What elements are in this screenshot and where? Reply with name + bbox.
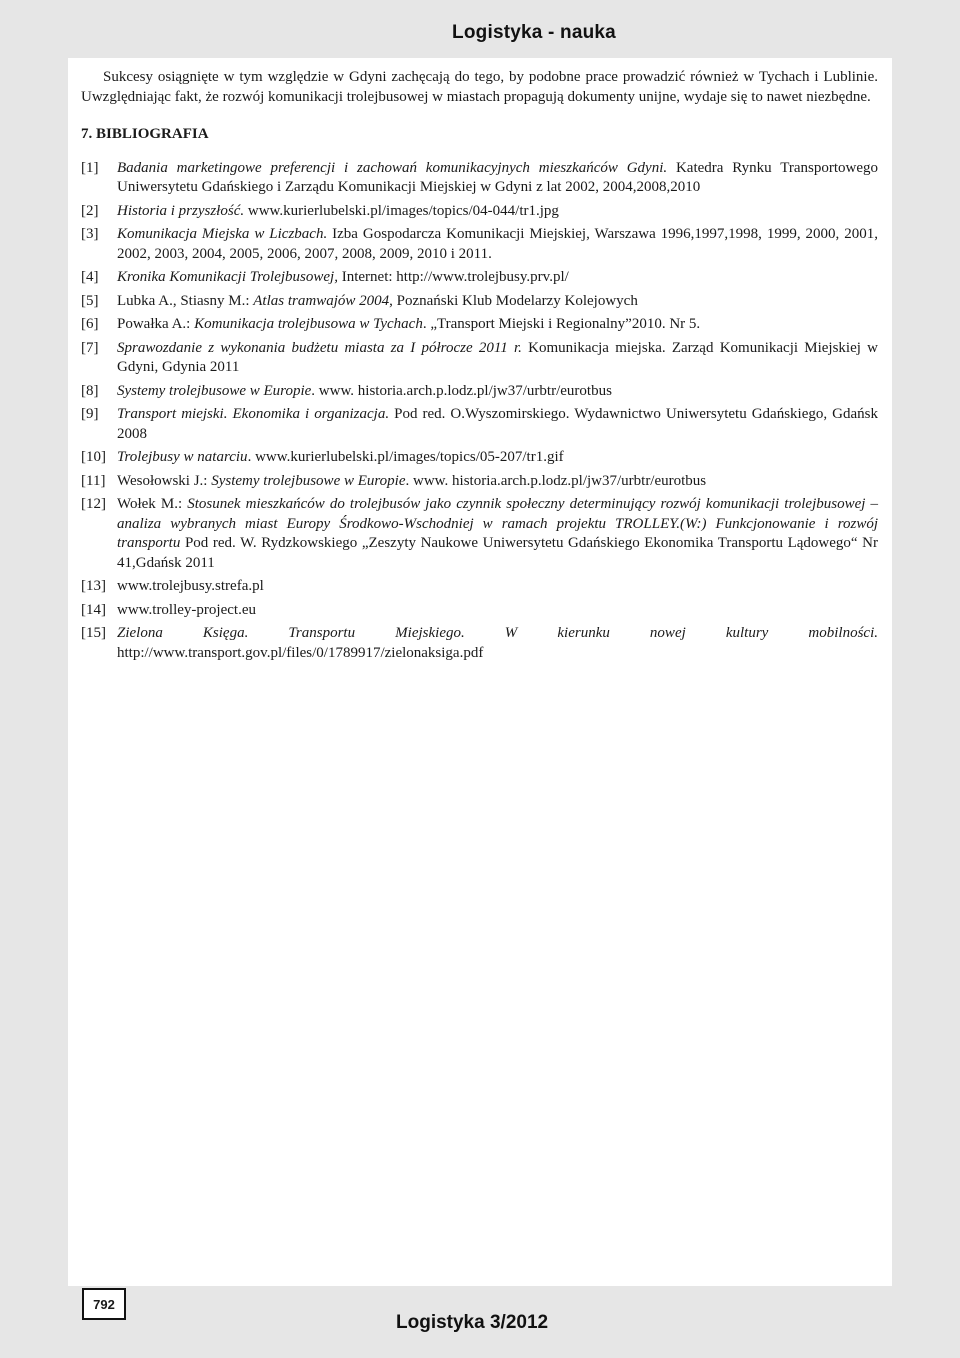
reference-title-italic: Komunikacja trolejbusowa w Tychach [194,316,423,332]
reference-list [81,159,878,664]
reference-item [81,339,878,378]
reference-number: [4] [81,269,99,285]
reference-number: [8] [81,382,99,399]
reference-text [117,202,878,222]
page-number-box [82,1288,126,1320]
reference-number: [10] [81,449,106,465]
reference-item [81,292,878,312]
reference-number: [15] [81,625,106,641]
reference-title-italic: Komunikacja Miejska w Liczbach. [117,226,328,242]
reference-text [117,495,878,573]
reference-number: [5] [81,292,99,309]
reference-number: [2] [81,202,99,219]
reference-detail: Pod red. O.Wyszomirskiego. Wydawnictwo Uniwersytetu Gdańskiego, Gdańsk 2008 [117,406,878,442]
reference-text [117,448,878,468]
reference-detail: Katedra Rynku Transportowego Uniwersytetu Gdańskiego i Zarządu Komunikacji Miejskiej w Gdyni z lat 2002, 2004,2008,2010 [117,159,878,195]
reference-text [117,382,878,402]
reference-number: [11] [81,472,106,489]
journal-footer-title: Logistyka 3/2012 [396,1312,549,1333]
reference-text [117,292,878,312]
reference-detail: www.trolley-project.eu [117,601,256,618]
reference-item [81,225,878,264]
reference-detail: . www.kurierlubelski.pl/images/topics/05-207/tr1.gif [247,449,564,465]
reference-item [81,495,878,573]
page-content [81,68,878,667]
reference-detail: Lubka A., Stiasny M.: [117,292,254,309]
reference-text [117,159,878,198]
reference-title-italic: Systemy trolejbusowe w Europie [117,382,312,399]
reference-detail: Izba Gospodarcza Komunikacji Miejskiej, Warszawa 1996,1997,1998, 1999, 2000, 2001, 2002, 2003, 2004, 2005, 2006, 2007, 2008, 2009, 2010 i 2011. [117,226,878,262]
reference-item [81,315,878,335]
running-header-title: Logistyka - nauka [452,22,616,43]
reference-text [117,405,878,444]
reference-text [117,315,878,335]
reference-detail: www.kurierlubelski.pl/images/topics/04-044/tr1.jpg [244,202,559,219]
reference-detail: www.trolejbusy.strefa.pl [117,578,264,594]
reference-number: [13] [81,578,106,594]
reference-title-italic: Zielona Księga. Transportu Miejskiego. W kierunku nowej kultury mobilności. [117,625,878,641]
reference-title-italic: Transport miejski. Ekonomika i organizacja. [117,406,390,422]
reference-number: [1] [81,159,99,176]
reference-text [117,268,878,288]
reference-title-italic: Historia i przyszłość. [117,202,245,219]
reference-number: [6] [81,316,99,332]
page-number: 792 [93,1296,115,1312]
reference-item [81,202,878,222]
reference-text [117,601,878,621]
page-body [68,58,892,1286]
reference-number: [14] [81,601,106,618]
reference-title-italic: Kronika Komunikacji Trolejbusowej, [117,269,338,285]
reference-title-italic: Atlas tramwajów 2004 [253,292,390,309]
reference-title-italic: Badania marketingowe preferencji i zachowań komunikacyjnych mieszkańców Gdyni. [117,159,668,176]
reference-item [81,268,878,288]
reference-item [81,577,878,597]
reference-number: [12] [81,496,106,512]
reference-text [117,339,878,378]
reference-detail: Komunikacja miejska. Zarząd Komunikacji Miejskiej w Gdyni, Gdynia 2011 [117,339,878,375]
reference-detail: . „Transport Miejski i Regionalny”2010. Nr 5. [422,316,701,332]
reference-text [117,225,878,264]
reference-item [81,472,878,492]
reference-item [81,159,878,198]
reference-detail: Internet: http://www.trolejbusy.prv.pl/ [337,269,569,285]
reference-item [81,382,878,402]
reference-detail: Pod red. W. Rydzkowskiego „Zeszyty Naukowe Uniwersytetu Gdańskiego Ekonomika Transportu Lądowego“ Nr 41,Gdańsk 2011 [117,535,878,571]
reference-detail: Wołek M.: [117,496,188,512]
reference-text [117,472,878,492]
reference-item [81,405,878,444]
reference-item [81,601,878,621]
reference-detail: , Poznański Klub Modelarzy Kolejowych [389,292,638,309]
section-heading-bibliography: 7. BIBLIOGRAFIA [81,126,209,142]
reference-detail: Wesołowski J.: [117,472,212,489]
reference-text [117,624,878,663]
reference-detail: . www. historia.arch.p.lodz.pl/jw37/urbtr/eurotbus [405,472,707,489]
reference-detail: http://www.transport.gov.pl/files/0/1789917/zielonaksiga.pdf [117,644,484,661]
reference-detail: Powałka A.: [117,316,195,332]
intro-paragraph [81,68,878,107]
reference-number: [3] [81,226,99,242]
reference-item [81,624,878,663]
reference-detail: . www. historia.arch.p.lodz.pl/jw37/urbtr/eurotbus [311,382,612,399]
reference-item [81,448,878,468]
reference-title-italic: Stosunek mieszkańców do trolejbusów jako czynnik społeczny determinujący rozwój komunikacji trolejbusowej – analiza wybranych miast Europy Środkowo-Wschodniej w ramach projektu TROLLEY.(W:) Funkcjonowanie i rozwój transportu [117,496,878,551]
reference-title-italic: Trolejbusy w natarciu [117,449,248,465]
reference-title-italic: Sprawozdanie z wykonania budżetu miasta za I półrocze 2011 r. [117,339,522,356]
reference-number: [7] [81,339,99,356]
reference-text [117,577,878,597]
intro-text: Sukcesy osiągnięte w tym względzie w Gdyni zachęcają do tego, by podobne prace prowadzić również w Tychach i Lublinie. Uwzględniając fakt, że rozwój komunikacji trolejbusowej w miastach propagują dokumenty unijne, wydaje się to nawet niezbędne. [81,69,878,105]
reference-number: [9] [81,406,99,422]
reference-title-italic: Systemy trolejbusowe w Europie [211,472,406,489]
